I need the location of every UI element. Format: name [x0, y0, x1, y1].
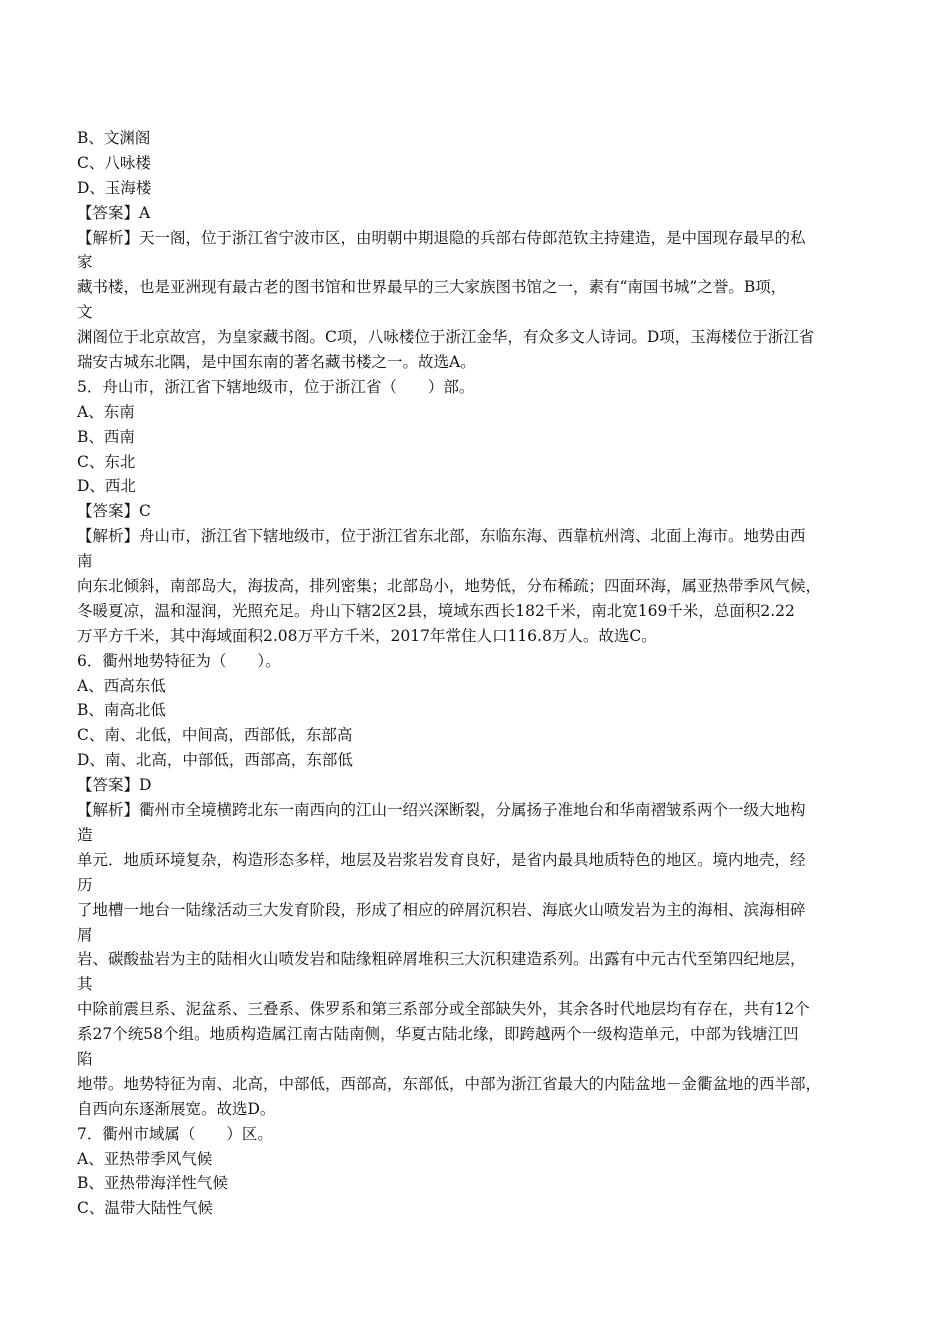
document-page [77, 126, 873, 1246]
q5-option-c: C、东北 [77, 452, 136, 471]
analysis-q4-line-5: 渊阁位于北京故宫，为皇家藏书阁。C项，八咏楼位于浙江金华，有众多文人诗词。D项，玉海楼位于浙江省 [77, 328, 815, 347]
analysis-q6-line-6: 屑 [77, 925, 93, 944]
analysis-q6-line-4: 历 [77, 875, 93, 894]
analysis-q6-line-14: 7．衢州市域属（ ）区。 [77, 1124, 273, 1143]
analysis-q6-line-2: 造 [77, 825, 93, 844]
analysis-q6-line-10: 系27个统58个组。地质构造属江南古陆南侧，华夏古陆北缘，即跨越两个一级构造单元，中部为钱塘江凹 [77, 1025, 799, 1044]
question-5: 5．舟山市，浙江省下辖地级市，位于浙江省（ ）部。 [77, 377, 475, 396]
q6-option-a: A、西高东低 [77, 676, 166, 695]
question-6: 6．衢州地势特征为（ ）。 [77, 651, 281, 670]
option-d-yuhailou: D、玉海楼 [77, 178, 152, 197]
analysis-q4-line-1: 【解析】天一阁，位于浙江省宁波市区，由明朝中期退隐的兵部右侍郎范钦主持建造，是中国现存最早的私 [77, 228, 806, 247]
analysis-q5-line-5: 万平方千米，其中海域面积2.08万平方千米，2017年常住人口116.8万人。故选C。 [77, 626, 657, 645]
analysis-q6-line-13: 自西向东逐渐展宽。故选D。 [77, 1099, 276, 1118]
analysis-q4-line-2: 家 [77, 253, 93, 272]
analysis-q5-line-1: 【解析】舟山市，浙江省下辖地级市，位于浙江省东北部，东临东海、西靠杭州湾、北面上海市。地势由西 [77, 527, 806, 546]
analysis-q6-line-8: 其 [77, 975, 93, 994]
option-b-wenyuange: B、文渊阁 [77, 129, 151, 147]
analysis-q6-line-12: 地带。地势特征为南、北高，中部低，西部高，东部低，中部为浙江省最大的内陆盆地－金衢盆地的西半部， [77, 1074, 822, 1093]
analysis-q6-line-7: 岩、碳酸盐岩为主的陆相火山喷发岩和陆缘粗碎屑堆积三大沉积建造系列。出露有中元古代至第四纪地层， [77, 950, 806, 969]
analysis-q4-line-4: 文 [77, 303, 93, 322]
q6-option-b: B、南高北低 [77, 701, 166, 720]
analysis-q6-line-1: 【解析】衢州市全境横跨北东一南西向的江山一绍兴深断裂，分属扬子准地台和华南褶皱系两个一级大地构 [77, 801, 806, 820]
q6-option-c: C、南、北低，中间高，西部低，东部高 [77, 726, 353, 745]
analysis-q6-line-9: 中除前震旦系、泥盆系、三叠系、侏罗系和第三系部分或全部缺失外，其余各时代地层均有存在，共有12个 [77, 1000, 810, 1019]
q7-option-b: C、温带大陆性气候 [77, 1199, 213, 1218]
q6-option-d: D、南、北高，中部低，西部高，东部低 [77, 751, 353, 770]
q7-option-a: B、亚热带海洋性气候 [77, 1174, 228, 1193]
q7-option-c [77, 1221, 873, 1246]
analysis-q6-line-3: 单元．地质环境复杂，构造形态多样，地层及岩浆岩发育良好，是省内最具地质特色的地区。境内地壳，经 [77, 850, 806, 869]
answer-q4: 【答案】A [77, 203, 151, 222]
analysis-q5-line-3: 向东北倾斜，南部岛大，海拔高，排列密集；北部岛小，地势低，分布稀疏；四面环海，属亚热带季风气候， [77, 577, 822, 596]
question-7: A、亚热带季风气候 [77, 1149, 213, 1168]
analysis-q4-line-3: 藏书楼，也是亚洲现有最古老的图书馆和世界最早的三大家族图书馆之一，素有“南国书城”之誉。B项， [77, 278, 787, 297]
analysis-q4-line-6: 瑞安古城东北隅，是中国东南的著名藏书楼之一。故选A。 [77, 353, 476, 372]
analysis-q5-line-2: 南 [77, 552, 93, 571]
answer-q6: 【答案】D [77, 776, 152, 795]
analysis-q6-line-5: 了地槽一地台一陆缘活动三大发育阶段，形成了相应的碎屑沉积岩、海底火山喷发岩为主的海相、滨海相碎 [77, 900, 806, 919]
analysis-q5-line-4: 冬暖夏凉，温和湿润，光照充足。舟山下辖2区2县，境域东西长182千米，南北宽169千米，总面积2.22 [77, 601, 795, 620]
analysis-q6-line-11: 陷 [77, 1049, 93, 1068]
option-c-bayonglou: C、八咏楼 [77, 153, 151, 172]
answer-q5: 【答案】C [77, 502, 151, 521]
q5-option-a: A、东南 [77, 402, 135, 421]
q5-option-b: B、西南 [77, 427, 135, 446]
q5-option-d: D、西北 [77, 477, 136, 496]
